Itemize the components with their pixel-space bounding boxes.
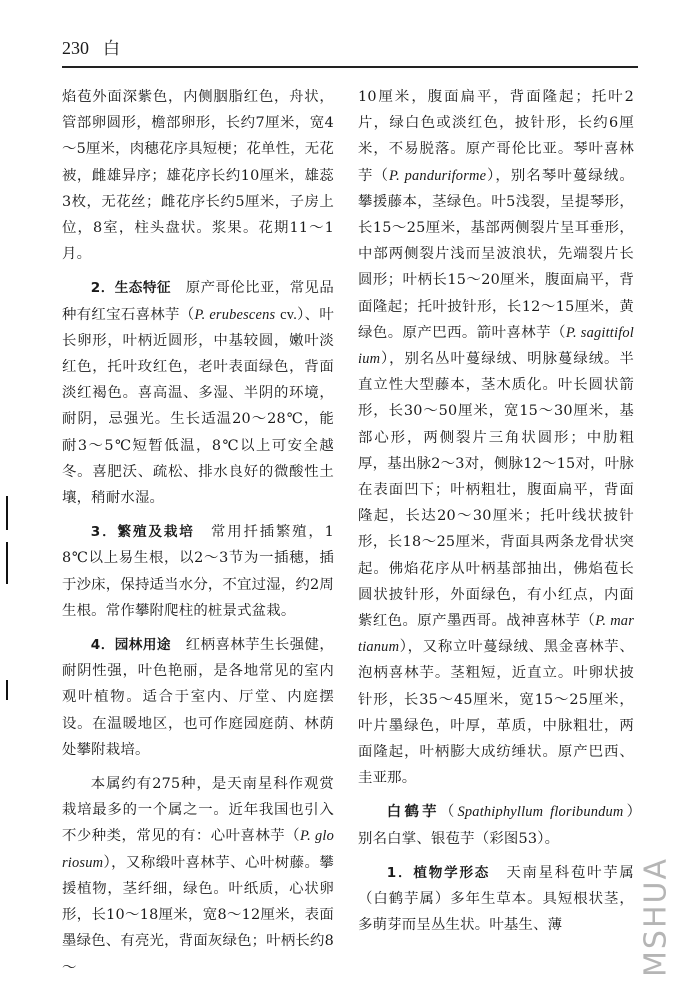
- paragraph-propagation: 3．繁殖及栽培 常用扦插繁殖，18℃以上易生根，以2～3节为一插穗，插于沙床，保持适当水分，不宜过湿，约2周生根。常作攀附爬柱的桩景式盆栽。: [62, 524, 335, 619]
- scan-margin-mark: [6, 542, 8, 584]
- paragraph-genus-species: 本属约有275种，是天南星科作观赏栽培最多的一个属之一。近年我国也引入不少种类，常见的有：心叶喜林芋（P. gloriosum），又称缎叶喜林芋、心叶树藤。攀援植物，茎纤细，绿色。叶纸质，心状卵形，长10～18厘米，宽8～12厘米，表面墨绿色、有亮光，背面灰绿色；叶柄长约8～: [62, 776, 335, 976]
- latin-name: P. sagittifolium: [358, 324, 634, 368]
- right-column: [358, 84, 649, 939]
- latin-name: P. gloriosum: [62, 828, 335, 871]
- scan-margin-mark: [6, 496, 8, 530]
- section-heading-propagation: 3．繁殖及栽培: [90, 524, 195, 541]
- paragraph-species-continued: 10厘米，腹面扁平，背面隆起；托叶2片，绿白色或淡红色，披针形，长约6厘米，不易脱落。原产哥伦比亚。琴叶喜林芋（P. panduriforme），别名琴叶蔓绿绒。攀援藤本，茎绿色。叶5浅裂，呈提琴形，长15～25厘米，基部两侧裂片呈耳垂形，中部两侧裂片浅而呈波浪状，先端裂片长圆形；叶柄长15～20厘米，腹面扁平，背面隆起；托叶披针形，长12～15厘米，黄绿色。原产巴西。箭叶喜林芋（P. sagittifolium），别名丛叶蔓绿绒、明脉蔓绿绒。半直立性大型藤本，茎木质化。叶长圆状箭形，长30～50厘米，宽15～30厘米，基部心形，两侧裂片三角状圆形；中肋粗厚，基出脉2～3对，侧脉12～15对，叶脉在表面凹下；叶柄粗壮，腹面扁平，背面隆起，长达20～30厘米；托叶线状披针形，长18～25厘米，背面具两条龙骨状突起。佛焰花序从叶柄基部抽出，佛焰苞长圆状披针形，外面绿色，有小红点，内面紫红色。原产墨西哥。战神喜林芋（P. martianum），又称立叶蔓绿绒、黑金喜林芋、泡柄喜林芋。茎粗短，近直立。叶卵状披针形，长35～45厘米，宽15～25厘米，叶片墨绿色，叶厚，革质，中脉粗壮，两面隆起，叶柄膨大成纺缍状。原产巴西、圭亚那。: [358, 89, 634, 787]
- page-header: [62, 34, 120, 60]
- header-rule: [62, 66, 638, 68]
- paragraph-landscape-use: 4．园林用途 红柄喜林芋生长强健，耐阴性强，叶色艳丽，是各地常见的室内观叶植物。适合于室内、厅堂、内庭摆设。在温暖地区，也可作庭园庭荫、林荫处攀附栽培。: [62, 637, 334, 758]
- paragraph-flower-description: 焰苞外面深紫色，内侧胭脂红色，舟状，管部卵圆形，檐部卵形，长约7厘米，宽4～5厘米，肉穗花序具短梗；花单性，无花被，雌雄异序；雄花序长约10厘米，雄蕊3枚，无花丝；雌花序长约5厘米，子房上位，8室，柱头盘状。浆果。花期11～1月。: [62, 89, 334, 263]
- latin-name: Spathiphyllum floribundum: [457, 804, 624, 821]
- paragraph-morphology: 1．植物学形态 天南星科苞叶芋属（白鹤芋属）多年生草本。具短根状茎，多萌芽而呈丛生状。叶基生、薄: [358, 864, 634, 934]
- section-heading-morphology: 1．植物学形态: [386, 864, 491, 881]
- section-heading-landscape-use: 4．园林用途: [90, 637, 171, 654]
- left-column: [62, 84, 334, 981]
- latin-name: P. panduriforme: [389, 167, 487, 184]
- latin-name: P. martianum: [358, 613, 634, 656]
- page-number: 230: [62, 38, 89, 58]
- latin-name: P. erubescens: [194, 306, 276, 323]
- watermark: MSHUA: [638, 857, 674, 977]
- scan-margin-mark: [6, 680, 8, 700]
- section-heading-ecology: 2．生态特征: [90, 280, 171, 297]
- paragraph-ecology: 2．生态特征 原产哥伦比亚，常见品种有红宝石喜林芋（P. erubescens cv.）、叶长卵形，叶柄近圆形，中基较圆，嫩叶淡红色，托叶玫红色，老叶表面绿色，背面淡红褐色。喜高温、多湿、半阴的环境，耐阴，忌强光。生长适温20～28℃，能耐3～5℃短暂低温，8℃以上可安全越冬。喜肥沃、疏松、排水良好的微酸性土壤，稍耐水湿。: [62, 280, 334, 507]
- entry-heading: 白鹤芋: [386, 803, 440, 821]
- paragraph-entry-spathiphyllum: 白鹤芋（Spathiphyllum floribundum） 别名白掌、银苞芋（彩图53）。: [358, 803, 649, 847]
- running-title: 白: [103, 39, 120, 59]
